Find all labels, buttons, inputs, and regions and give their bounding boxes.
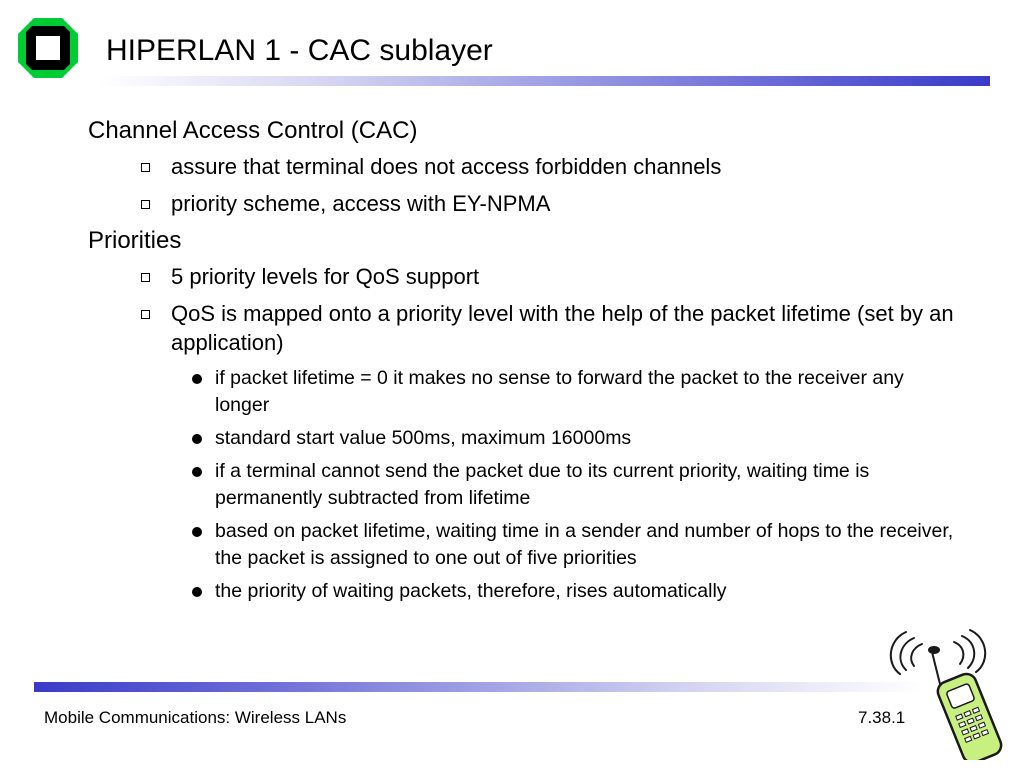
slide-title: HIPERLAN 1 - CAC sublayer: [106, 34, 493, 67]
mobile-phone-icon: [884, 628, 1010, 760]
sub-bullet-item: [88, 425, 958, 452]
square-bullet-icon: [141, 310, 150, 319]
sub-bullet-text: if packet lifetime = 0 it makes no sense to forward the packet to the receiver any longer: [215, 367, 904, 416]
sub-bullet-item: [88, 578, 958, 605]
slide-number: 7.38.1: [858, 708, 906, 727]
bullet-text: priority scheme, access with EY-NPMA: [171, 191, 551, 216]
bullet-item: [88, 299, 958, 357]
section-heading-cac: Channel Access Control (CAC): [88, 117, 418, 144]
sub-bullet-text: based on packet lifetime, waiting time in a sender and number of hops to the receiver, the packet is assigned to one out of five priorities: [215, 520, 954, 569]
bullet-text: QoS is mapped onto a priority level with the help of the packet lifetime (set by an application): [171, 301, 954, 355]
footer-course-title: Mobile Communications: Wireless LANs: [44, 708, 347, 727]
square-bullet-icon: [141, 200, 150, 209]
bullet-text: 5 priority levels for QoS support: [171, 264, 480, 289]
university-logo-icon: [16, 16, 80, 80]
sub-bullet-text: standard start value 500ms, maximum 16000ms: [215, 427, 632, 449]
sub-bullet-item: [88, 365, 958, 419]
section-heading-priorities: Priorities: [88, 227, 182, 254]
bullet-item: [88, 152, 958, 181]
circle-bullet-icon: [192, 434, 202, 444]
sub-bullet-text: if a terminal cannot send the packet due to its current priority, waiting time is permanently subtracted from lifetime: [215, 460, 870, 509]
title-underline-bar: [100, 76, 990, 86]
sub-bullet-text: the priority of waiting packets, therefore, rises automatically: [215, 580, 727, 602]
square-bullet-icon: [141, 163, 150, 172]
sub-bullet-item: [88, 458, 958, 512]
sub-bullet-item: [88, 518, 958, 572]
bullet-item: [88, 189, 958, 218]
circle-bullet-icon: [192, 527, 202, 537]
circle-bullet-icon: [192, 587, 202, 597]
bullet-item: [88, 262, 958, 291]
circle-bullet-icon: [192, 467, 202, 477]
square-bullet-icon: [141, 273, 150, 282]
slide-content: [88, 116, 958, 611]
bullet-text: assure that terminal does not access forbidden channels: [171, 154, 722, 179]
circle-bullet-icon: [192, 374, 202, 384]
footer-bar: [34, 682, 924, 692]
